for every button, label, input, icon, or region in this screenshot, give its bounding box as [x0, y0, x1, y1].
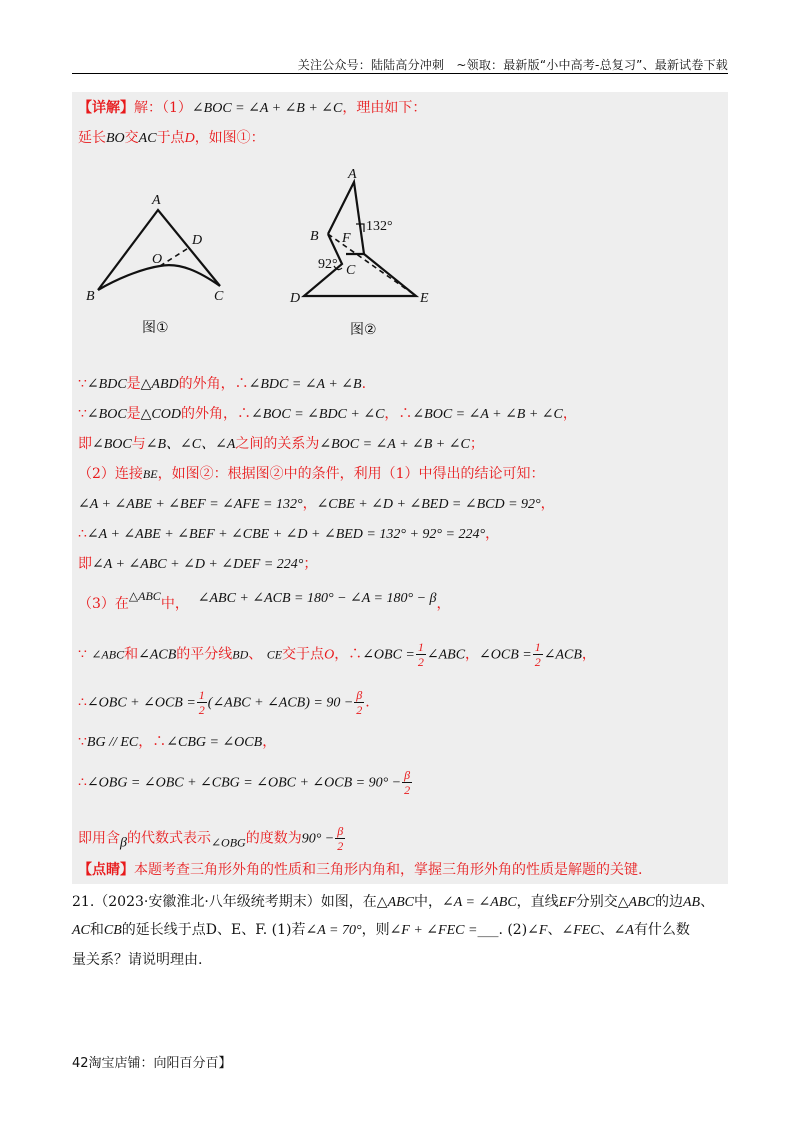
- header-text: 关注公众号：陆陆高分冲刺 ~领取：最新版“小中高考-总复习”、最新试卷下载: [297, 58, 728, 72]
- fraction-numerator: β: [335, 824, 345, 839]
- text: 延长: [78, 130, 106, 146]
- formula: ∠A + ∠ABE + ∠BEF = ∠AFE = 132°: [78, 497, 303, 512]
- text: ，∴: [334, 646, 363, 663]
- solution-line-2: [78, 128, 265, 149]
- fraction-half: [533, 640, 543, 669]
- solution-line-7: [78, 494, 555, 515]
- formula: ∠OBC =: [362, 647, 415, 663]
- formula: ∠ABC + ∠ACB = 180° − ∠A = 180° − β: [197, 591, 437, 606]
- solution-box: [72, 92, 728, 884]
- text: ，: [436, 596, 451, 612]
- fraction-beta-half: [335, 824, 345, 853]
- formula: ∠BOC = ∠BDC + ∠C: [250, 407, 385, 422]
- label-o: O: [152, 252, 163, 267]
- label-d: D: [290, 291, 301, 306]
- formula: ∠A: [613, 923, 634, 938]
- answer-blank[interactable]: ___: [477, 922, 499, 938]
- question-line-2: [72, 920, 732, 941]
- text: 的外角，∴: [180, 406, 251, 422]
- text: ，: [465, 646, 480, 663]
- fraction-numerator: 1: [198, 688, 205, 702]
- text: 的代数式表示: [126, 830, 211, 847]
- text: 即: [78, 556, 92, 572]
- text: ，: [540, 496, 555, 512]
- figure-1-dashed: [160, 247, 190, 266]
- formula: △COD: [140, 407, 181, 422]
- fraction-beta-half: [354, 688, 364, 717]
- formula: ∠BOC = ∠A + ∠B + ∠C: [412, 407, 563, 422]
- solution-line-15: [78, 824, 346, 854]
- text: 是: [126, 376, 141, 392]
- label-b: B: [310, 229, 319, 244]
- text: （2）连接: [78, 466, 143, 482]
- text: 解：（1）: [134, 100, 192, 116]
- fraction-numerator: β: [354, 688, 364, 703]
- figure-2: [282, 162, 462, 342]
- page-footer: 42淘宝店铺：向阳百分百】: [72, 1056, 232, 1071]
- text: 量关系？请说明理由.: [72, 952, 203, 968]
- fraction-beta-half: [402, 768, 412, 797]
- therefore-symbol: ∴: [78, 774, 87, 791]
- formula: β: [120, 835, 127, 851]
- formula: ∠A + ∠ABE + ∠BEF + ∠CBE + ∠D + ∠BED = 132° + 92° = 224°: [86, 527, 486, 542]
- because-symbol: ∵: [78, 646, 87, 663]
- label-c: C: [214, 289, 224, 304]
- text: 、: [248, 646, 263, 663]
- text: 即用含: [78, 830, 120, 847]
- formula: ∠BDC = ∠A + ∠B: [248, 377, 362, 392]
- formula: ∠ACB: [138, 647, 177, 663]
- text: 和: [89, 922, 104, 938]
- text: ；: [469, 436, 484, 452]
- text: ，如图②：根据图②中的条件，利用（1）中得出的结论可知：: [157, 466, 545, 482]
- text: 中，: [414, 894, 443, 910]
- formula: EF: [558, 895, 576, 910]
- fraction-half: [197, 688, 207, 717]
- formula: △ABC: [376, 895, 415, 910]
- text: 交于点: [282, 646, 325, 663]
- formula: ∠ACB: [543, 647, 582, 663]
- formula: BO: [106, 131, 125, 146]
- text: 的外角，∴: [178, 376, 249, 392]
- formula: O: [324, 647, 335, 663]
- formula: ∠CBG = ∠OCB: [166, 735, 263, 750]
- text: 之间的关系为: [235, 436, 320, 452]
- formula: ∠OCB =: [479, 647, 532, 663]
- label-c: C: [346, 263, 356, 278]
- fraction-numerator: β: [402, 768, 412, 783]
- solution-line-9: [78, 554, 317, 575]
- page-header: [72, 52, 728, 74]
- formula: ∠CBE + ∠D + ∠BED = ∠BCD = 92°: [316, 497, 541, 512]
- formula: ∠A = 70°: [305, 923, 362, 938]
- solution-line-12: [78, 688, 370, 717]
- text: 中，: [160, 596, 189, 612]
- formula: △ABC: [128, 589, 161, 603]
- formula: △ABD: [140, 377, 179, 392]
- solution-line-1: [78, 98, 426, 119]
- formula: ∠F + ∠FEC =: [389, 923, 478, 938]
- solution-line-5: [78, 434, 484, 455]
- text: 的延长线于点D、E、F. (1)若: [121, 922, 306, 938]
- figure-1-outline: [98, 210, 220, 290]
- text: . (2): [498, 922, 528, 938]
- text: 、: [547, 922, 562, 938]
- angle-f-value: 132°: [366, 219, 393, 234]
- text: 分别交: [575, 894, 618, 910]
- text: 交: [124, 130, 139, 146]
- formula: CE: [266, 647, 283, 662]
- fraction-denominator: 2: [404, 783, 411, 797]
- solution-line-4: [78, 404, 577, 425]
- formula: AC: [72, 923, 90, 938]
- fraction-denominator: 2: [337, 839, 344, 853]
- label-f: F: [342, 231, 351, 246]
- text: 、: [700, 894, 715, 910]
- formula: ∠A + ∠ABC + ∠D + ∠DEF = 224°: [92, 557, 304, 572]
- label-a: A: [152, 193, 161, 208]
- formula: ∠FEC: [561, 923, 600, 938]
- text: 本题考查三角形外角的性质和三角形内角和，掌握三角形外角的性质是解题的关键.: [134, 862, 643, 878]
- text: （3）在: [78, 596, 129, 612]
- formula: △ABC: [617, 895, 655, 910]
- text: 的边: [655, 894, 683, 910]
- text: ，: [302, 496, 317, 512]
- formula: ∠ABC: [426, 647, 466, 663]
- figure-2-caption: 图②: [350, 322, 377, 338]
- formula: ∠ABC: [91, 647, 125, 662]
- formula: AC: [138, 131, 157, 146]
- fraction-denominator: 2: [356, 703, 363, 717]
- formula: ∠BOC: [86, 407, 127, 422]
- text: 有什么数: [633, 922, 690, 938]
- formula: ∠BOC = ∠A + ∠B + ∠C: [319, 437, 470, 452]
- text: 即: [78, 436, 92, 452]
- because-symbol: ∵: [78, 376, 87, 392]
- fraction-half: [416, 640, 426, 669]
- text: 21.（2023·安徽淮北·八年级统考期末）如图，在: [72, 894, 377, 910]
- text: ，: [262, 734, 277, 750]
- formula: ∠OBG: [210, 835, 246, 850]
- fraction-denominator: 2: [198, 703, 205, 717]
- text: 于点: [156, 130, 185, 146]
- formula: AB: [683, 895, 701, 910]
- solution-line-8: [78, 524, 499, 545]
- question-line-1: [72, 892, 732, 913]
- text: ，: [485, 526, 500, 542]
- formula: D: [184, 131, 195, 146]
- text: 和: [124, 646, 139, 663]
- text: ，则: [361, 922, 390, 938]
- formula: ∠BDC: [86, 377, 127, 392]
- solution-line-3: [78, 374, 366, 395]
- fraction-numerator: 1: [417, 640, 424, 654]
- angle-c-value: 92°: [318, 257, 338, 272]
- formula: BG // EC: [86, 735, 139, 750]
- formula: BE: [142, 467, 158, 481]
- label-b: B: [86, 289, 95, 304]
- label-d: D: [192, 233, 203, 248]
- header-rule: [72, 73, 728, 74]
- text: ，: [581, 646, 596, 663]
- formula: ∠BOC: [92, 437, 132, 452]
- text: 、: [599, 922, 614, 938]
- text: ，: [562, 406, 577, 422]
- because-symbol: ∵: [78, 734, 87, 750]
- formula: ∠OBG = ∠OBC + ∠CBG = ∠OBC + ∠OCB = 90° −: [86, 775, 402, 791]
- solution-line-14: [78, 768, 413, 797]
- text: ，∴: [138, 734, 167, 750]
- text: ，理由如下：: [342, 100, 427, 116]
- fraction-denominator: 2: [534, 655, 541, 669]
- label-e: E: [420, 291, 429, 306]
- solution-line-6: [78, 464, 545, 484]
- text: 与: [131, 436, 146, 452]
- solution-line-13: [78, 732, 276, 753]
- text: 是: [126, 406, 141, 422]
- figure-1-caption: 图①: [142, 320, 169, 336]
- formula: ∠BOC = ∠A + ∠B + ∠C: [191, 101, 343, 116]
- formula: ∠A = ∠ABC: [442, 895, 517, 910]
- solution-line-11: [78, 640, 596, 669]
- solution-line-16: [78, 860, 642, 880]
- formula: CB: [103, 923, 122, 938]
- remark-tag: 【点睛】: [78, 862, 134, 878]
- therefore-symbol: ∴: [78, 526, 87, 542]
- text: ；: [303, 556, 318, 572]
- figure-1: [72, 182, 262, 342]
- fraction-numerator: 1: [534, 640, 541, 654]
- detail-tag: 【详解】: [78, 100, 134, 116]
- formula: (∠ABC + ∠ACB) = 90 −: [207, 695, 354, 711]
- text: ，∴: [384, 406, 413, 422]
- formula: ∠OBC + ∠OCB =: [86, 695, 196, 711]
- formula: 90° −: [301, 831, 335, 847]
- label-a: A: [348, 167, 357, 182]
- text: ，如图①：: [194, 130, 265, 146]
- text: ，直线: [516, 894, 559, 910]
- fraction-denominator: 2: [417, 655, 424, 669]
- formula: BD: [232, 647, 249, 662]
- text: .: [365, 694, 370, 711]
- figure-1-inner: [98, 265, 220, 290]
- text: 的平分线: [176, 646, 233, 663]
- formula: ∠F: [527, 923, 548, 938]
- solution-line-10: [78, 586, 451, 614]
- because-symbol: ∵: [78, 406, 87, 422]
- question-line-3: [72, 950, 732, 970]
- text: .: [361, 376, 367, 392]
- therefore-symbol: ∴: [78, 694, 87, 711]
- formula: ∠B、∠C、∠A: [145, 437, 236, 452]
- text: 的度数为: [245, 830, 302, 847]
